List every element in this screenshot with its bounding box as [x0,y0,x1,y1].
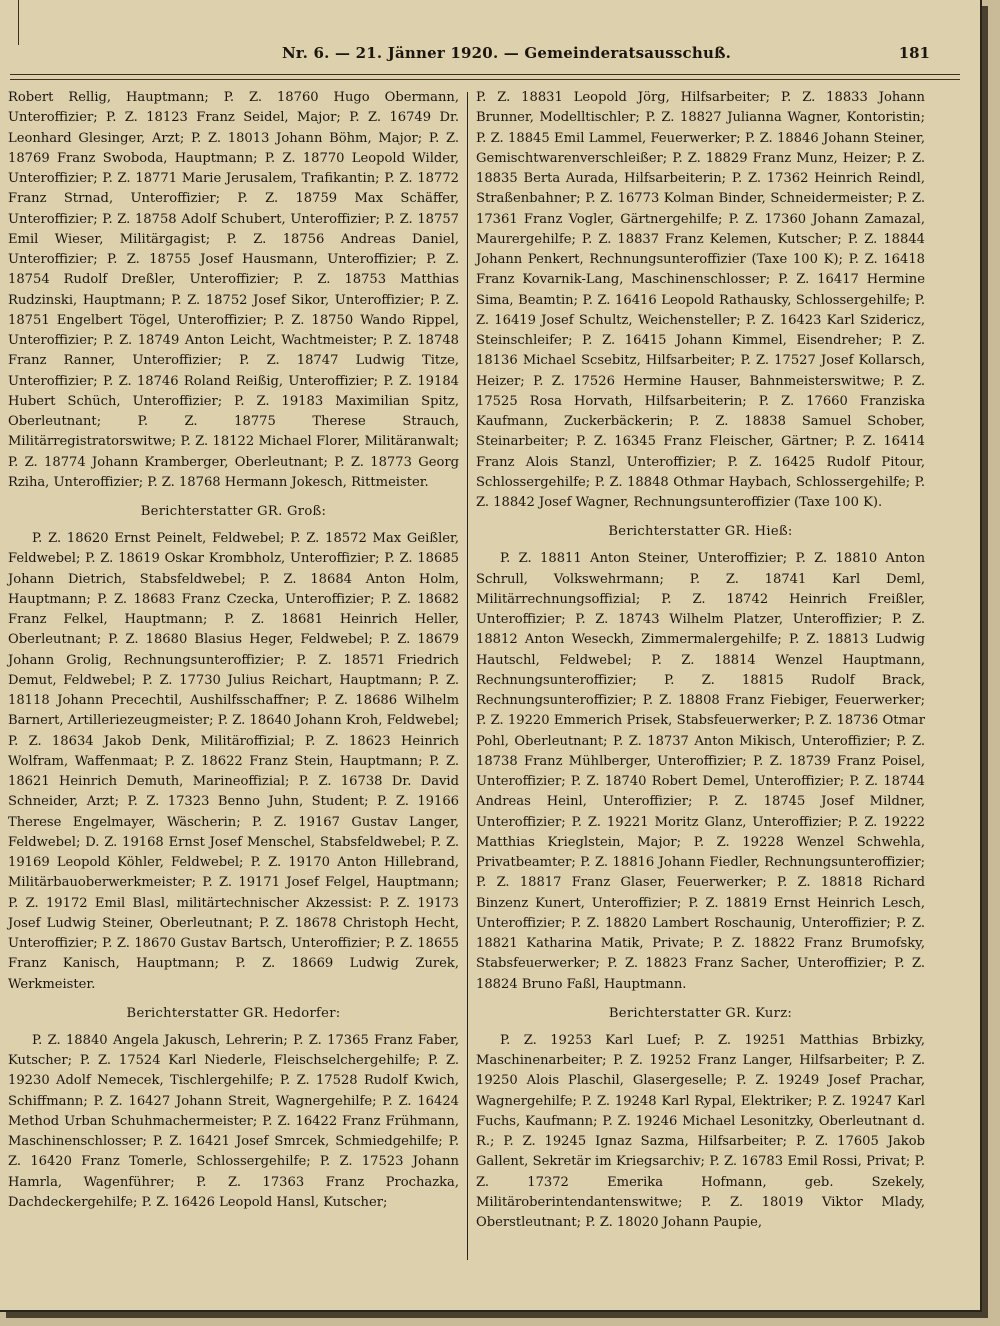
page-header [20,40,950,68]
paragraph: P. Z. 18811 Anton Steiner, Unteroffizier; P. Z. 18810 Anton Schrull, Volkswehrmann; P. Z. 18741 Karl Deml, Militärrechnungsoffizial; P. Z. 18742 Heinrich Freißler, Unteroffizier; P. Z. 18743 Wilhelm Platzer, Unteroffizier; P. Z. 18812 Anton Weseckh, Zimmermalergehilfe; P. Z. 18813 Ludwig Hautschl, Feldwebel; P. Z. 18814 Wenzel Hauptmann, Rechnungsunteroffizier; P. Z. 18815 Rudolf Brack, Rechnungsunteroffizier; P. Z. 18808 Franz Fiebiger, Feuerwerker; P. Z. 19220 Emmerich Prisek, Stabsfeuerwerker; P. Z. 18736 Otmar Pohl, Oberleutnant; P. Z. 18737 Anton Mikisch, Unteroffizier; P. Z. 18738 Franz Mühlberger, Unteroffizier; P. Z. 18739 Franz Poisel, Unteroffizier; P. Z. 18740 Robert Demel, Unteroffizier; P. Z. 18744 Andreas Heinl, Unteroffizier; P. Z. 18745 Josef Mildner, Unteroffizier; P. Z. 19221 Moritz Glanz, Unteroffizier; P. Z. 19222 Matthias Krieglstein, Major; P. Z. 19228 Wenzel Schwehla, Privatbeamter; P. Z. 18816 Johann Fiedler, Rechnungsunteroffizier; P. Z. 18817 Franz Glaser, Feuerwerker; P. Z. 18818 Richard Binzenz Kunert, Unteroffizier; P. Z. 18819 Ernst Heinrich Lesch, Unteroffizier; P. Z. 18820 Lambert Roschaunig, Unteroffizier; P. Z. 18821 Katharina Matik, Private; P. Z. 18822 Franz Brumofsky, Stabsfeuerwerker; P. Z. 18823 Franz Sacher, Unteroffizier; P. Z. 18824 Bruno Faßl, Hauptmann. [476,551,925,992]
section-heading: Berichterstatter GR. Groß: [140,504,327,519]
header-rule [10,74,960,80]
left-column [8,88,459,1213]
section-heading: Berichterstatter GR. Hedorfer: [126,1005,341,1021]
column-divider [467,92,468,1260]
section-heading: Berichterstatter GR. Hieß: [608,524,793,540]
paragraph: P. Z. 19253 Karl Luef; P. Z. 19251 Matthias Brbizky, Maschinenarbeiter; P. Z. 19252 Franz Langer, Hilfsarbeiter; P. Z. 19250 Alois Plaschil, Glasergeselle; P. Z. 19249 Josef Prachar, Wagnergehilfe; P. Z. 19248 Karl Rypal, Elektriker; P. Z. 19247 Karl Fuchs, Kaufmann; P. Z. 19246 Michael Lesonitzky, Oberleutnant d. R.; P. Z. 19245 Ignaz Sazma, Hilfsarbeiter; P. Z. 17605 Jakob Gallent, Sekretär im Kriegsarchiv; P. Z. 16783 Emil Rossi, Privat; P. Z. 17372 Emerika Hofmann, geb. Szekely, Militäroberintendantenswitwe; P. Z. 18019 Viktor Mlady, Oberstleutnant; P. Z. 18020 Johann Paupie, [476,1032,925,1230]
paragraph: Robert Rellig, Hauptmann; P. Z. 18760 Hugo Obermann, Unteroffizier; P. Z. 18123 Franz Seidel, Major; P. Z. 16749 Dr. Leonhard Glesinger, Arzt; P. Z. 18013 Johann Böhm, Major; P. Z. 18769 Franz Swoboda, Hauptmann; P. Z. 18770 Leopold Wilder, Unteroffizier; P. Z. 18771 Marie Jerusalem, Trafikantin; P. Z. 18772 Franz Strnad, Unteroffizier; P. Z. 18759 Max Schäffer, Unteroffizier; P. Z. 18758 Adolf Schubert, Unteroffizier; P. Z. 18757 Emil Wieser, Militärgagist; P. Z. 18756 Andreas Daniel, Unteroffizier; P. Z. 18755 Josef Hausmann, Unteroffizier; P. Z. 18754 Rudolf Dreßler, Unteroffizier; P. Z. 18753 Matthias Rudzinski, Hauptmann; P. Z. 18752 Josef Sikor, Unteroffizier; P. Z. 18751 Engelbert Tögel, Unteroffizier; P. Z. 18750 Wando Rippel, Unteroffizier; P. Z. 18749 Anton Leicht, Wachtmeister; P. Z. 18748 Franz Ranner, Unteroffizier; P. Z. 18747 Ludwig Titze, Unteroffizier; P. Z. 18746 Roland Reißig, Unteroffizier; P. Z. 19184 Hubert Schüch, Unteroffizier; P. Z. 19183 Maximilian Spitz, Oberleutnant; P. Z. 18775 Therese Strauch, Militärregistratorswitwe; P. Z. 18122 Michael Florer, Militäranwalt; P. Z. 18774 Johann Kramberger, Oberleutnant; P. Z. 18773 Georg Rziha, Unteroffizier; P. Z. 18768 Hermann Jokesch, Rittmeister. [8,90,459,490]
paragraph: P. Z. 18620 Ernst Peinelt, Feldwebel; P. Z. 18572 Max Geißler, Feldwebel; P. Z. 18619 Oskar Krombholz, Unteroffizier; P. Z. 18685 Johann Dietrich, Stabsfeldwebel; P. Z. 18684 Anton Holm, Hauptmann; P. Z. 18683 Franz Czecka, Unteroffizier; P. Z. 18682 Franz Felkel, Hauptmann; P. Z. 18681 Heinrich Heller, Oberleutnant; P. Z. 18680 Blasius Heger, Feldwebel; P. Z. 18679 Johann Grolig, Rechnungsunteroffizier; P. Z. 18571 Friedrich Demut, Feldwebel; P. Z. 17730 Julius Reichart, Hauptmann; P. Z. 18118 Johann Precechtil, Aushilfsschaffner; P. Z. 18686 Wilhelm Barnert, Artilleriezeugmeister; P. Z. 18640 Johann Kroh, Feldwebel; P. Z. 18634 Jakob Denk, Militäroffizial; P. Z. 18623 Heinrich Wolfram, Waffenmaat; P. Z. 18622 Franz Stein, Hauptmann; P. Z. 18621 Heinrich Demuth, Marineoffizial; P. Z. 16738 Dr. David Schneider, Arzt; P. Z. 17323 Benno Juhn, Student; P. Z. 19166 Therese Engelmayer, Wäscherin; P. Z. 19167 Gustav Langer, Feldwebel; D. Z. 19168 Ernst Josef Menschel, Stabsfeldwebel; P. Z. 19169 Leopold Köhler, Feldwebel; P. Z. 19170 Anton Hillebrand, Militärbauoberwerkmeister; P. Z. 19171 Josef Felgel, Hauptmann; P. Z. 19172 Emil Blasl, militärtechnischer Akzessist: P. Z. 19173 Josef Ludwig Steiner, Oberleutnant; P. Z. 18678 Christoph Hecht, Unteroffizier; P. Z. 18670 Gustav Bartsch, Unteroffizier; P. Z. 18655 Franz Kanisch, Hauptmann; P. Z. 18669 Ludwig Zurek, Werkmeister. [8,531,459,992]
paragraph: P. Z. 18831 Leopold Jörg, Hilfsarbeiter; P. Z. 18833 Johann Brunner, Modelltischler; P. Z. 18827 Julianna Wagner, Kontoristin; P. Z. 18845 Emil Lammel, Feuerwerker; P. Z. 18846 Johann Steiner, Gemischtwarenverschleißer; P. Z. 18829 Franz Munz, Heizer; P. Z. 18835 Berta Aurada, Hilfsarbeiterin; P. Z. 17362 Heinrich Reindl, Straßenbahner; P. Z. 16773 Kolman Binder, Schneidermeister; P. Z. 17361 Franz Vogler, Gärtnergehilfe; P. Z. 17360 Johann Zamazal, Maurergehilfe; P. Z. 18837 Franz Kelemen, Kutscher; P. Z. 18844 Johann Penkert, Rechnungsunteroffizier (Taxe 100 K); P. Z. 16418 Franz Kovarnik-Lang, Maschinenschlosser; P. Z. 16417 Hermine Sima, Beamtin; P. Z. 16416 Leopold Rathausky, Schlossergehilfe; P. Z. 16419 Josef Schultz, Weichensteller; P. Z. 16423 Karl Szidericz, Steinschleifer; P. Z. 16415 Johann Kimmel, Eisendreher; P. Z. 18136 Michael Scsebitz, Hilfsarbeiter; P. Z. 17527 Josef Kollarsch, Heizer; P. Z. 17526 Hermine Hauser, Bahnmeisterswitwe; P. Z. 17525 Rosa Horvath, Hilfsarbeiterin; P. Z. 17660 Franziska Kaufmann, Zuckerbäckerin; P. Z. 18838 Samuel Schober, Steinarbeiter; P. Z. 16345 Franz Fleischer, Gärtner; P. Z. 16414 Franz Alois Stanzl, Unteroffizier; P. Z. 16425 Rudolf Pitour, Schlossergehilfe; P. Z. 18848 Othmar Haybach, Schlossergehilfe; P. Z. 18842 Josef Wagner, Rechnungsunteroffizier (Taxe 100 K). [476,90,925,510]
right-column [476,88,925,1233]
header-title: Nr. 6. — 21. Jänner 1920. — Gemeinderatsausschuß. [282,44,732,62]
section-heading: Berichterstatter GR. Kurz: [608,1005,793,1021]
paragraph: P. Z. 18840 Angela Jakusch, Lehrerin; P. Z. 17365 Franz Faber, Kutscher; P. Z. 17524 Karl Niederle, Fleischselchergehilfe; P. Z. 19230 Adolf Nemecek, Tischlergehilfe; P. Z. 17528 Rudolf Kwich, Schiffmann; P. Z. 16427 Johann Streit, Wagnergehilfe; P. Z. 16424 Method Urban Schuhmachermeister; P. Z. 16422 Franz Frühmann, Maschinenschlosser; P. Z. 16421 Josef Smrcek, Schmiedgehilfe; P. Z. 16420 Franz Tomerle, Schlossergehilfe; P. Z. 17523 Johann Hamrla, Wagenführer; P. Z. 17363 Franz Prochazka, Dachdeckergehilfe; P. Z. 16426 Leopold Hansl, Kutscher; [8,1032,459,1210]
page-number: 181 [898,44,930,62]
margin-mark [18,0,19,45]
